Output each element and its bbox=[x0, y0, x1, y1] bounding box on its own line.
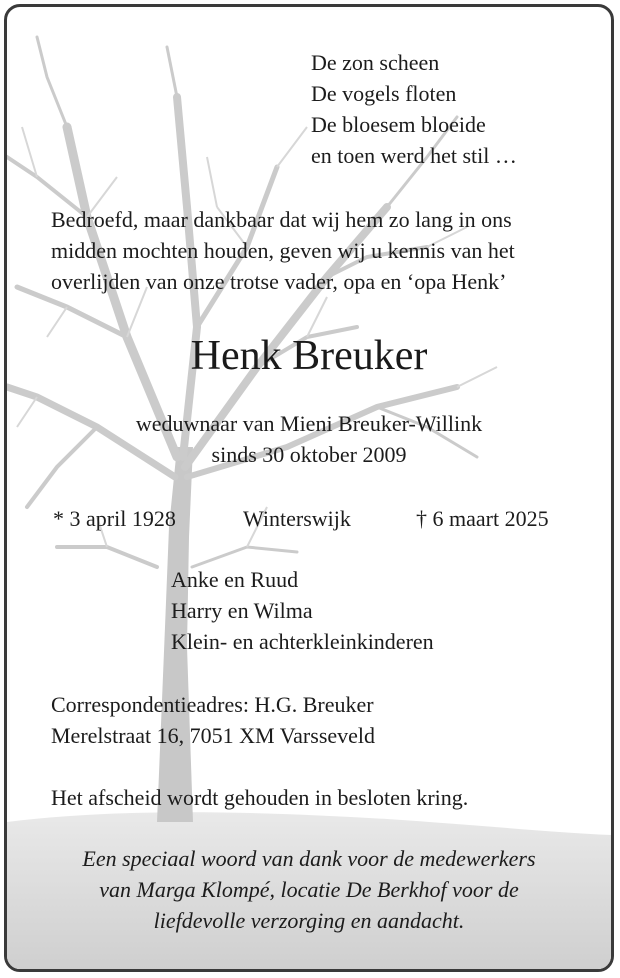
intro-line-1: Bedroefd, maar dankbaar dat wij hem zo lang in ons bbox=[51, 207, 512, 232]
correspondence-line-1: Correspondentieadres: H.G. Breuker bbox=[51, 692, 374, 717]
widower-line-2: sinds 30 oktober 2009 bbox=[211, 442, 407, 467]
correspondence-line-2: Merelstraat 16, 7051 XM Varsseveld bbox=[51, 723, 376, 748]
family-line-1: Anke en Ruud bbox=[171, 567, 299, 592]
poem-line-4: en toen werd het stil … bbox=[311, 143, 517, 168]
tree-background-image bbox=[7, 7, 611, 969]
thanks-line-3: liefdevolle verzorging en aandacht. bbox=[153, 908, 465, 933]
birth-place: Winterswijk bbox=[243, 506, 351, 531]
poem-line-1: De zon scheen bbox=[311, 50, 440, 75]
farewell-text: Het afscheid wordt gehouden in besloten kring. bbox=[51, 785, 469, 810]
deceased-name: Henk Breuker bbox=[190, 333, 428, 379]
poem-line-3: De bloesem bloeide bbox=[311, 112, 486, 137]
intro-line-2: midden mochten houden, geven wij u kennis van het bbox=[51, 238, 515, 263]
poem-line-2: De vogels floten bbox=[311, 81, 457, 106]
family-line-3: Klein- en achterkleinkinderen bbox=[171, 629, 434, 654]
birth-date: * 3 april 1928 bbox=[53, 506, 176, 531]
death-date: † 6 maart 2025 bbox=[416, 506, 549, 531]
family-line-2: Harry en Wilma bbox=[171, 598, 313, 623]
thanks-line-1: Een speciaal woord van dank voor de medewerkers bbox=[82, 846, 536, 871]
intro-line-3: overlijden van onze trotse vader, opa en ‘opa Henk’ bbox=[51, 269, 507, 294]
thanks-line-2: van Marga Klompé, locatie De Berkhof voor de bbox=[99, 877, 519, 902]
death-notice-card bbox=[4, 4, 614, 972]
widower-line-1: weduwnaar van Mieni Breuker-Willink bbox=[135, 411, 483, 436]
